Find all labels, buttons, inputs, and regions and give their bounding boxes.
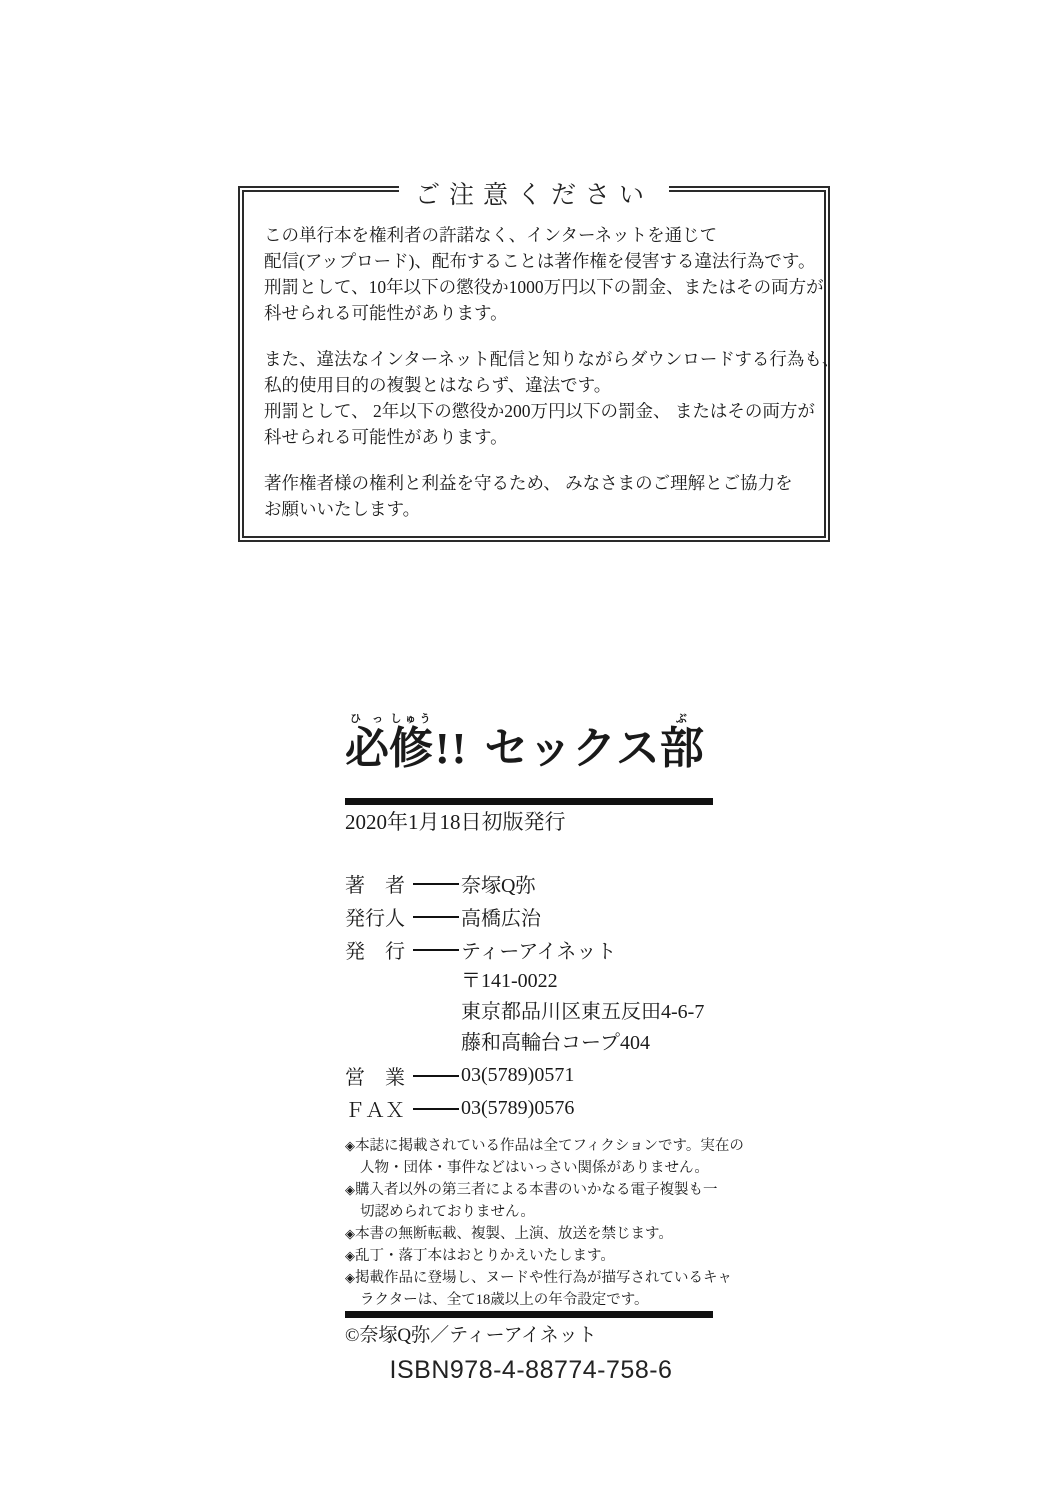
sales-phone-number: 03(5789)0571 [461,1064,575,1086]
issuer-row [345,900,717,933]
dash-line [413,883,459,885]
copyright-notice-box [238,182,840,542]
note-line: ◈掲載作品に登場し、ヌードや性行為が描写されているキャ [345,1270,732,1286]
row-label: 著 者 [345,875,405,897]
notice-box-content [244,192,840,522]
publisher-name: ティーアイネット [461,941,617,963]
notice-paragraph-request [264,470,806,522]
note-age-setting [345,1267,732,1311]
notice-line: この単行本を権利者の許諾なく、インターネットを通じて [264,225,718,245]
publisher-row [345,933,717,966]
notice-line: 刑罰として、 2年以下の懲役か200万円以下の罰金、 またはその両方が [264,401,815,421]
furigana: ぶ [659,712,704,725]
bottom-divider-rule [345,1311,713,1318]
notice-line: 科せられる可能性があります。 [264,427,508,447]
note-line: 人物・団体・事件などはいっさい関係がありません。 [360,1160,709,1176]
nested-diamond-icon: ◈ [345,1270,355,1285]
note-line: ラクターは、全て18歳以上の年令設定です。 [360,1292,649,1308]
note-electronic-copy [345,1179,717,1223]
dash-line [413,1108,459,1110]
fax-row [345,1092,717,1125]
dash-line [413,916,459,918]
isbn-number: ISBN978-4-88774-758-6 [389,1356,673,1384]
note-line: 切認められておりません。 [360,1204,535,1220]
note-fiction [345,1135,744,1179]
notice-line: 私的使用目的の複製とはならず、違法です。 [264,375,612,395]
title-katakana: セックス [484,723,660,773]
copyright-line: ©奈塚Q弥／ティーアイネット [345,1325,597,1346]
row-label: 営 業 [345,1067,405,1089]
note-line: ◈乱丁・落丁本はおとりかえいたします。 [345,1248,615,1264]
note-reprint [345,1223,717,1245]
note-line: ◈購入者以外の第三者による本書のいかなる電子複製も一 [345,1182,718,1198]
title-char-hisu: 必ひっ [345,712,389,773]
publication-date: 2020年1月18日初版発行 [345,810,566,834]
title-divider-rule [345,798,713,805]
notice-line: 刑罰として、10年以下の懲役か1000万円以下の罰金、またはその両方が [264,277,824,297]
dash-line [413,1075,459,1077]
address-line: 東京都品川区東五反田4-6-7 [461,1001,705,1023]
postal-code: 〒141-0022 [461,970,558,992]
author-name: 奈塚Q弥 [461,875,536,897]
nested-diamond-icon: ◈ [345,1138,355,1153]
publisher-address [461,966,717,1059]
publisher-info [345,867,717,1125]
note-defective-copy [345,1245,717,1267]
address-line: 藤和高輪台コープ404 [461,1032,650,1054]
legal-notes [345,1135,744,1311]
title-char-shuu: 修しゅう [389,712,433,773]
issuer-name: 高橋広治 [461,908,541,930]
furigana: しゅう [389,712,433,725]
notice-line: また、違法なインターネット配信と知りながらダウンロードする行為も、 [264,349,840,369]
author-row [345,867,717,900]
notice-line: 著作権者様の権利と利益を守るため、 みなさまのご理解とご協力を [264,473,793,493]
nested-diamond-icon: ◈ [345,1248,355,1263]
title-char-bu: 部ぶ [659,712,704,773]
notice-line: 配信(アップロード)、配布することは著作権を侵害する違法行為です。 [264,251,816,271]
book-title [345,700,717,772]
fax-number: 03(5789)0576 [461,1097,575,1119]
nested-diamond-icon: ◈ [345,1182,355,1197]
notice-line: お願いいたします。 [264,499,421,519]
notice-line: 科せられる可能性があります。 [264,303,508,323]
row-label: 発行人 [345,908,405,930]
colophon-block [345,700,744,1384]
sales-phone-row [345,1059,717,1092]
note-line: ◈本書の無断転載、複製、上演、放送を禁じます。 [345,1226,673,1242]
note-line: ◈本誌に掲載されている作品は全てフィクションです。実在の [345,1138,744,1154]
nested-diamond-icon: ◈ [345,1226,355,1241]
notice-paragraph-download [264,346,840,450]
notice-paragraph-upload [264,222,824,326]
dash-line [413,949,459,951]
row-label: 発 行 [345,941,405,963]
furigana: ひっ [345,712,389,725]
row-label: ＦＡＸ [345,1100,405,1122]
notice-box-title: ご注意ください [399,175,669,211]
title-exclamation: !! [435,723,469,773]
